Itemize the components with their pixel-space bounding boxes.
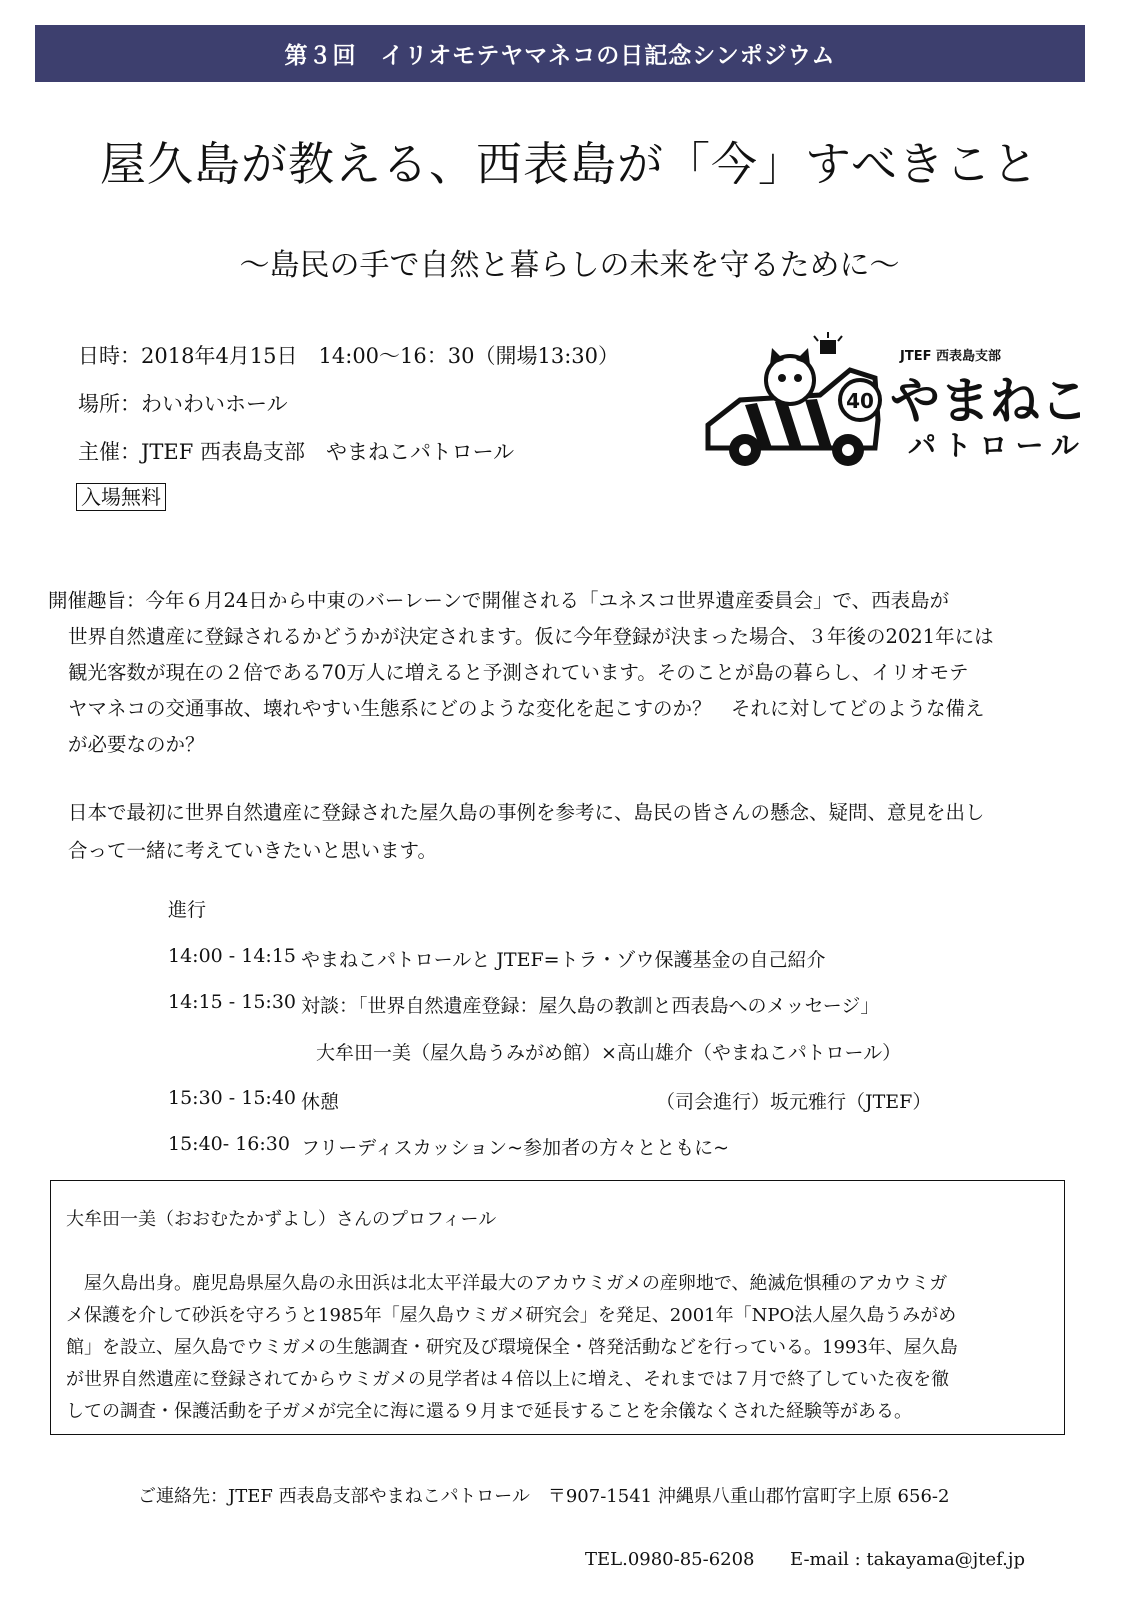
agenda-time: 15:30 - 15:40	[168, 1087, 297, 1109]
page-subtitle: 〜島民の手で自然と暮らしの未来を守るために〜	[239, 248, 900, 283]
agenda-time: 15:40- 16:30	[168, 1133, 290, 1155]
agenda-text: 大牟田一美（屋久島うみがめ館）×高山雄介（やまねこパトロール）	[316, 1042, 902, 1064]
purpose-line: 観光客数が現在の２倍である70万人に増えると予測されています。そのことが島の暮らし、イリオモテ	[68, 661, 969, 684]
agenda-time: 14:15 - 15:30	[168, 991, 297, 1013]
free-admission-badge: 入場無料	[76, 483, 166, 511]
purpose-line: ヤマネコの交通事故、壊れやすい生態系にどのような変化を起こすのか？ それに対してどのような備え	[68, 697, 985, 720]
agenda-heading: 進行	[168, 899, 207, 921]
profile-line: メ保護を介して砂浜を守ろうと1985年「屋久島ウミガメ研究会」を発足、2001年「NPO法人屋久島うみがめ	[66, 1305, 957, 1326]
agenda-text: 対談：「世界自然遺産登録：屋久島の教訓と西表島へのメッセージ」	[301, 995, 880, 1017]
profile-heading: 大牟田一美（おおむたかずよし）さんのプロフィール	[66, 1209, 497, 1230]
event-datetime: 日時：2018年4月15日 14:00〜16：30（開場13:30）	[78, 344, 620, 368]
event-host: 主催：JTEF 西表島支部 やまねこパトロール	[78, 440, 515, 464]
contact-email[interactable]: E-mail : takayama@jtef.jp	[790, 1549, 1025, 1570]
purpose-line: が必要なのか？	[68, 733, 205, 756]
agenda-text: やまねこパトロールと JTEF=トラ・ゾウ保護基金の自己紹介	[301, 949, 826, 971]
profile-line: 屋久島出身。鹿児島県屋久島の永田浜は北太平洋最大のアカウミガメの産卵地で、絶滅危惧種のアカウミガ	[66, 1273, 948, 1294]
purpose-line: 開催趣旨：今年６月24日から中東のバーレーンで開催される「ユネスコ世界遺産委員会」で、西表島が	[48, 589, 950, 612]
purpose-line: 世界自然遺産に登録されるかどうかが決定されます。仮に今年登録が決まった場合、３年後の2021年には	[68, 625, 994, 648]
profile-line: しての調査・保護活動を子ガメが完全に海に還る９月まで延長することを余儀なくされた経験等がある。	[66, 1401, 912, 1422]
event-banner	[35, 25, 1085, 82]
logo-name-text: やまねこ	[890, 372, 1080, 430]
event-venue: 場所：わいわいホール	[78, 392, 288, 416]
logo-sub-text: パトロール	[908, 429, 1080, 462]
agenda-time: 14:00 - 14:15	[168, 945, 297, 967]
banner-text: 第３回 イリオモテヤマネコの日記念シンポジウム	[284, 42, 836, 69]
intro-line: 合って一緒に考えていきたいと思います。	[68, 839, 437, 862]
yamaneko-patrol-logo	[700, 330, 1080, 480]
agenda-text: フリーディスカッション~参加者の方々とともに~	[301, 1137, 729, 1159]
agenda-moderator: （司会進行）坂元雅行（JTEF）	[656, 1091, 932, 1113]
agenda-text: 休憩	[301, 1091, 340, 1113]
contact-address: ご連絡先：JTEF 西表島支部やまねこパトロール 〒907-1541 沖縄県八重山郡竹富町字上原 656-2	[138, 1486, 950, 1507]
intro-line: 日本で最初に世界自然遺産に登録された屋久島の事例を参考に、島民の皆さんの懸念、疑問、意見を出し	[68, 801, 985, 824]
contact-tel: TEL.0980-85-6208	[585, 1549, 755, 1570]
siren-icon	[820, 340, 836, 354]
page-title: 屋久島が教える、西表島が「今」すべきこと	[99, 137, 1040, 191]
profile-line: が世界自然遺産に登録されてからウミガメの見学者は４倍以上に増え、それまでは７月で終了していた夜を徹	[66, 1369, 950, 1390]
speed-limit-number: 40	[846, 389, 874, 413]
profile-line: 館」を設立、屋久島でウミガメの生態調査・研究及び環境保全・啓発活動などを行っている。1993年、屋久島	[66, 1337, 958, 1358]
patrol-car-illustration	[700, 330, 1080, 480]
speaker-profile-box	[50, 1180, 1065, 1435]
logo-org-text: JTEF 西表島支部	[900, 349, 1001, 364]
